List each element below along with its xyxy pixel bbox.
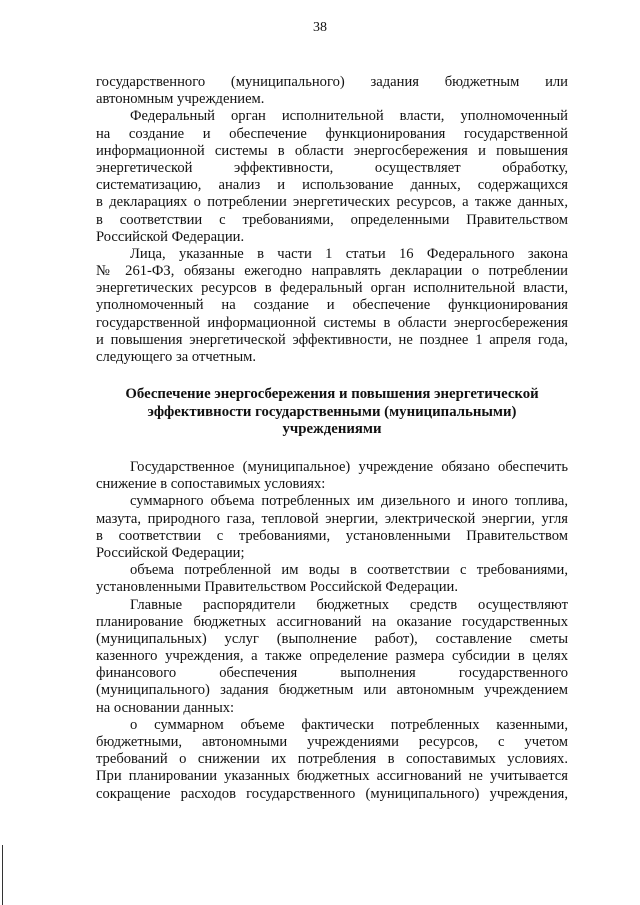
text-line: Лица, указанные в части 1 статьи 16 Федерального закона bbox=[130, 245, 568, 262]
text-line: уполномоченный на создание и обеспечение функционирования bbox=[96, 297, 568, 314]
text-line: на основании данных: bbox=[96, 699, 235, 716]
text-line: государственной информационной системы в области энергосбережения bbox=[96, 314, 568, 331]
text-line: № 261-ФЗ, обязаны ежегодно направлять декларации о потреблении bbox=[96, 263, 568, 280]
text-line: в соответствии с требованиями, установленными Правительством bbox=[96, 527, 568, 544]
text-line: на создание и обеспечение функционирования государственной bbox=[96, 125, 568, 142]
text-line: Государственное (муниципальное) учреждение обязано обеспечить bbox=[130, 459, 568, 475]
text-line: энергетической эффективности, осуществляет обработку, bbox=[96, 159, 568, 176]
text-line: бюджетными, автономными учреждениями ресурсов, с учетом bbox=[96, 734, 568, 750]
text-line: казенного учреждения, а также определение размера субсидии в целях bbox=[96, 648, 568, 665]
heading-line: Обеспечение энергосбережения и повышения энергетической bbox=[125, 386, 539, 402]
text-line: автономным учреждением. bbox=[96, 91, 265, 108]
text-line: требований о снижении их потребления в сопоставимых условиях. bbox=[96, 751, 568, 768]
body-text-bottom bbox=[96, 459, 568, 803]
text-line: Российской Федерации. bbox=[96, 228, 245, 245]
text-line: снижение в сопоставимых условиях: bbox=[96, 476, 326, 493]
page-number: 38 bbox=[313, 20, 327, 35]
text-line: При планировании указанных бюджетных ассигнований не учитывается bbox=[96, 768, 568, 785]
text-line: информационной системы в области энергосбережения и повышения bbox=[96, 142, 568, 159]
text-line: Главные распорядители бюджетных средств осуществляют bbox=[130, 596, 568, 613]
scan-edge-mark bbox=[2, 845, 3, 905]
text-line: планирование бюджетных ассигнований на оказание государственных bbox=[96, 613, 568, 630]
text-line: энергетических ресурсов в федеральный орган исполнительной власти, bbox=[96, 280, 568, 297]
text-line: Российской Федерации; bbox=[96, 544, 245, 561]
text-line: сокращение расходов государственного (муниципального) учреждения, bbox=[96, 785, 568, 802]
text-line: (муниципальных) услуг (выполнение работ), составление сметы bbox=[96, 630, 568, 647]
text-line: в декларациях о потреблении энергетических ресурсов, а также данных, bbox=[96, 194, 568, 211]
text-line: в соответствии с требованиями, определенными Правительством bbox=[96, 211, 568, 228]
text-line: финансового обеспечения выполнения государственного bbox=[96, 665, 568, 682]
section-heading bbox=[96, 386, 568, 439]
text-line: установленными Правительством Российской Федерации. bbox=[96, 579, 458, 596]
text-line: систематизацию, анализ и использование данных, содержащихся bbox=[96, 177, 568, 194]
text-line: о суммарном объеме фактически потребленных казенными, bbox=[130, 716, 568, 733]
text-line: и повышения энергетической эффективности, не позднее 1 апреля года, bbox=[96, 331, 568, 348]
text-line: следующего за отчетным. bbox=[96, 349, 257, 365]
text-line: (муниципального) задания бюджетным или автономным учреждением bbox=[96, 682, 568, 699]
heading-line: учреждениями bbox=[282, 421, 382, 438]
body-text-top bbox=[96, 74, 568, 366]
text-line: суммарного объема потребленных им дизельного и иного топлива, bbox=[130, 493, 568, 510]
text-line: Федеральный орган исполнительной власти, уполномоченный bbox=[130, 108, 568, 125]
text-line: мазута, природного газа, тепловой энергии, электрической энергии, угля bbox=[96, 510, 568, 527]
heading-line: эффективности государственными (муниципальными) bbox=[147, 403, 517, 420]
text-line: государственного (муниципального) задания бюджетным или bbox=[96, 74, 568, 90]
text-line: объема потребленной им воды в соответствии с требованиями, bbox=[130, 562, 568, 579]
